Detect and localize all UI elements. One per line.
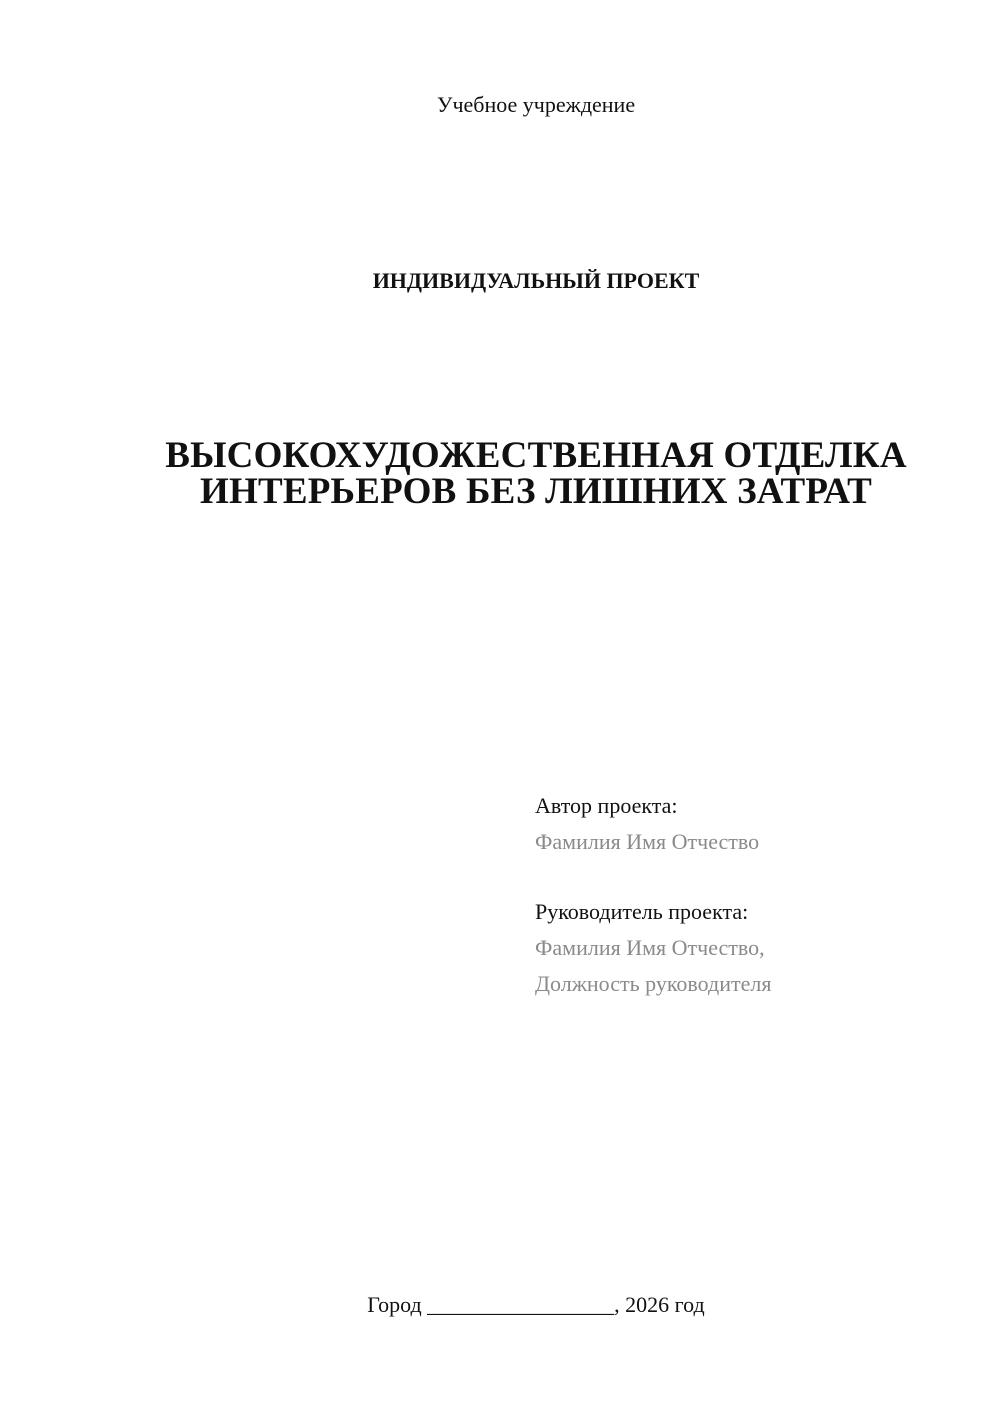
supervisor-label: Руководитель проекта: xyxy=(535,899,749,924)
project-title xyxy=(0,435,1000,512)
supervisor-position: Должность руководителя xyxy=(535,971,772,996)
project-type-heading: ИНДИВИДУАЛЬНЫЙ ПРОЕКТ xyxy=(372,268,700,293)
project-title-line-2: ИНТЕРЬЕРОВ БЕЗ ЛИШНИХ ЗАТРАТ xyxy=(200,471,872,512)
author-label: Автор проекта: xyxy=(535,793,678,818)
project-info-block xyxy=(535,788,975,1002)
info-spacer xyxy=(535,860,975,894)
project-title-line-1: ВЫСОКОХУДОЖЕСТВЕННАЯ ОТДЕЛКА xyxy=(165,435,907,476)
author-name: Фамилия Имя Отчество xyxy=(535,829,760,854)
supervisor-name: Фамилия Имя Отчество, xyxy=(535,935,765,960)
city-year-footer: Город _________________, 2026 год xyxy=(367,1292,705,1317)
institution-name: Учебное учреждение xyxy=(436,92,636,117)
